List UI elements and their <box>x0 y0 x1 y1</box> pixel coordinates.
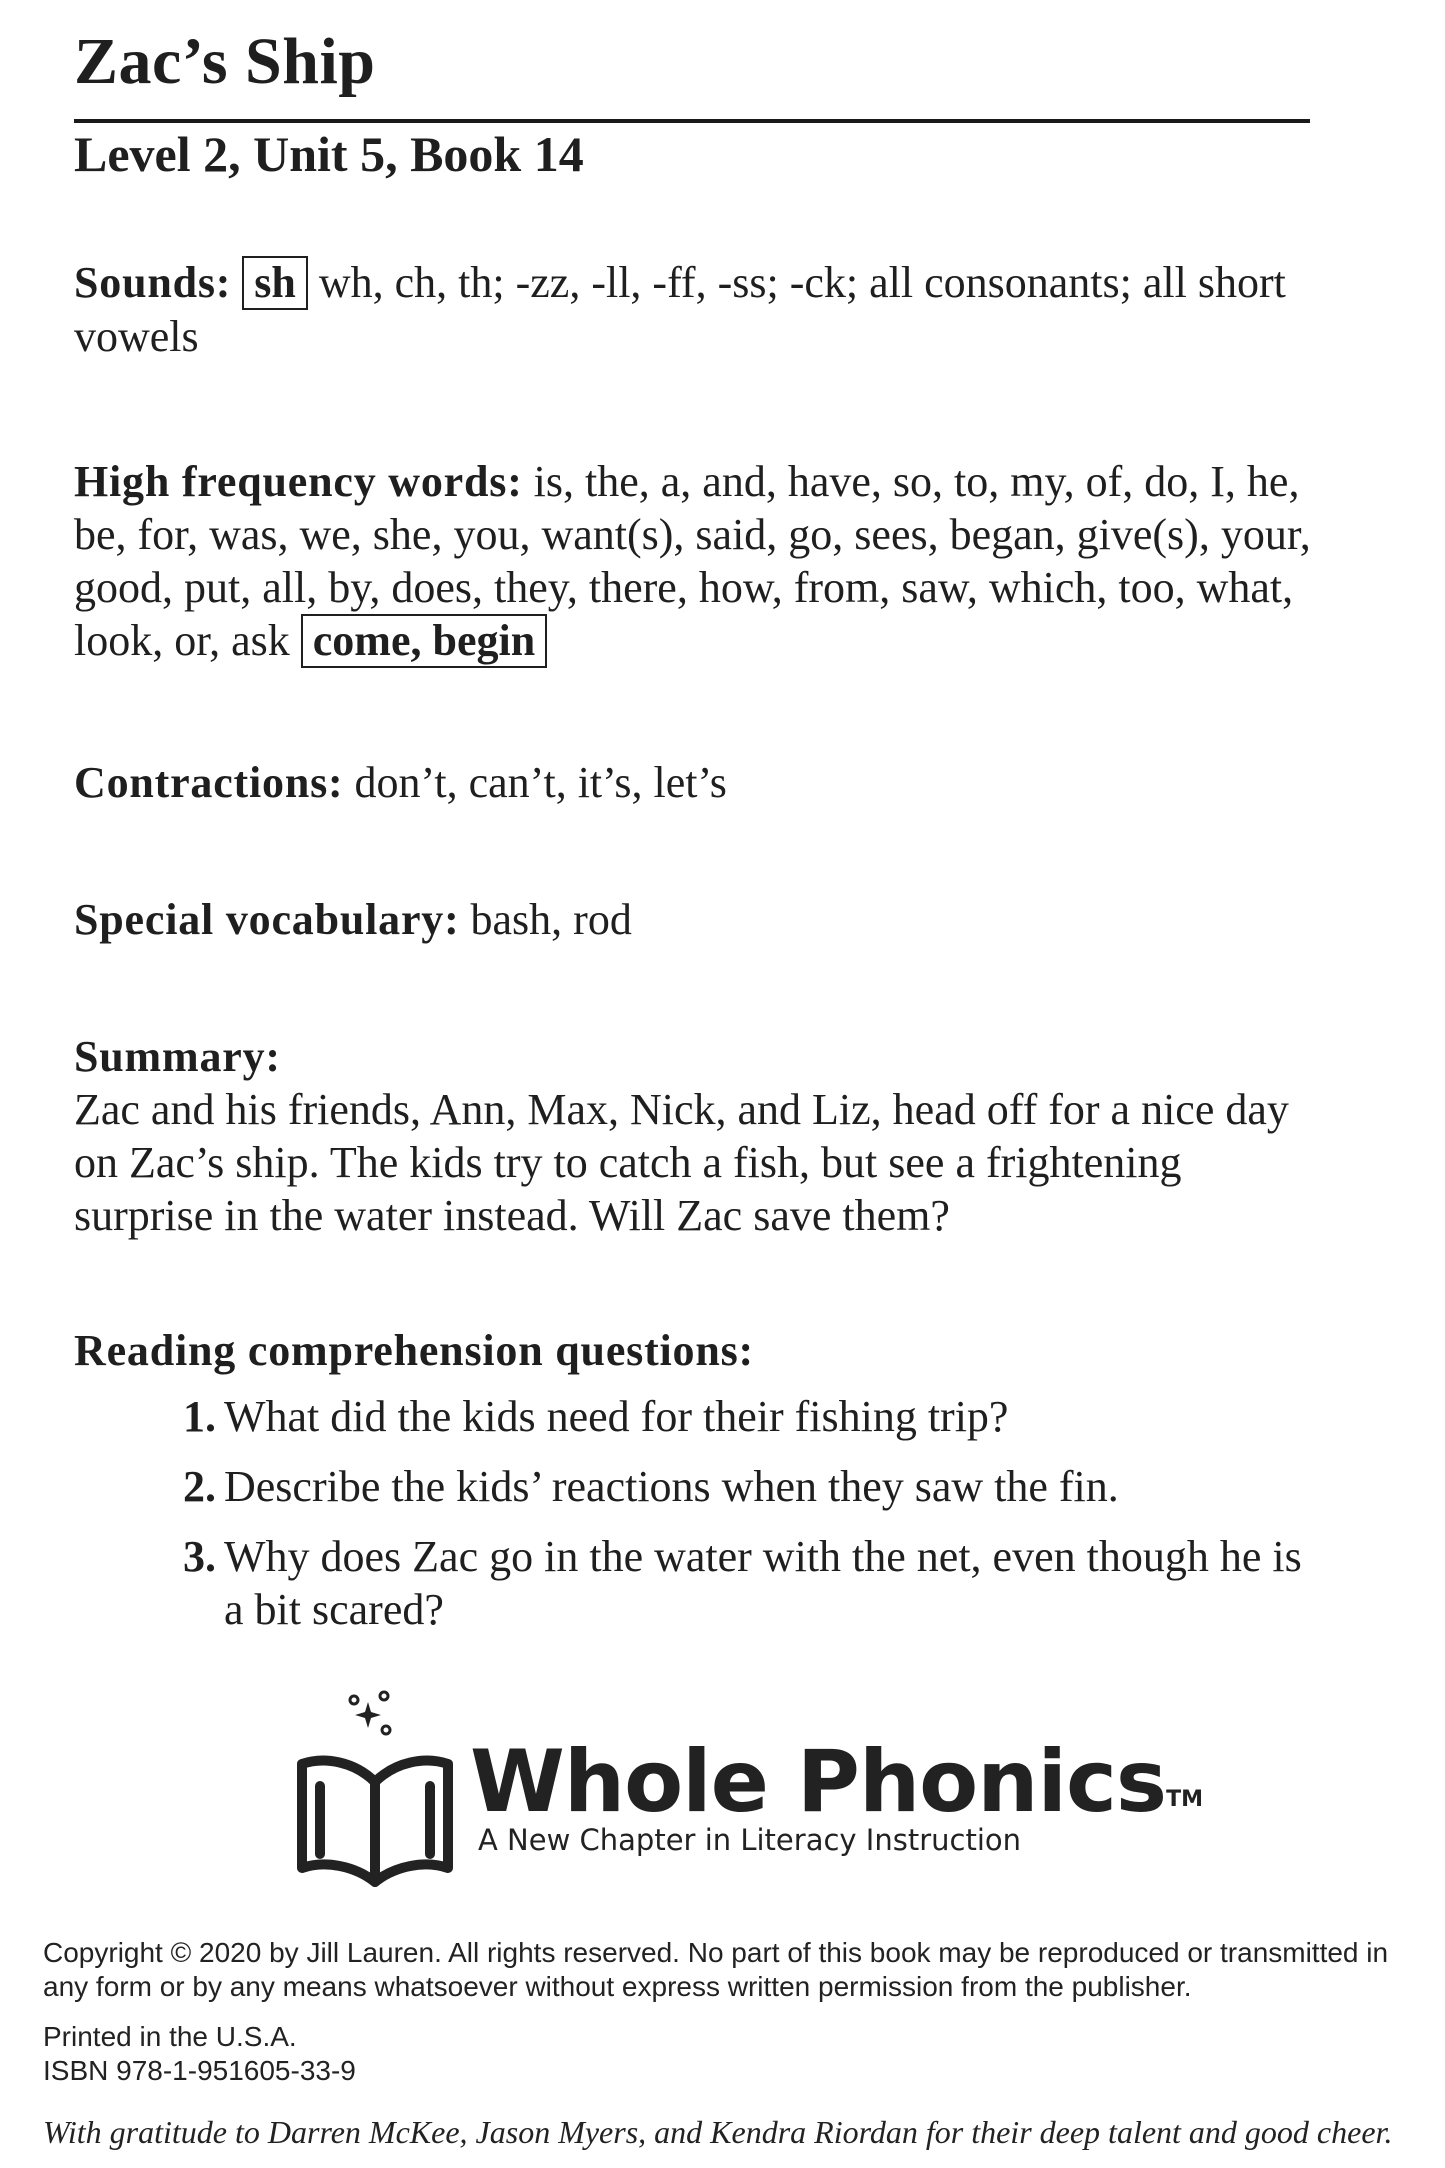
question-text: Why does Zac go in the water with the net, even though he is a bit scared? <box>224 1532 1302 1634</box>
high-frequency-section <box>74 455 1314 668</box>
summary-label: Summary: <box>74 1032 281 1081</box>
question-number: 3. <box>183 1532 216 1581</box>
special-vocabulary-text: bash, rod <box>459 895 632 944</box>
page-title: Zac’s Ship <box>74 25 376 98</box>
copyright-notice: Copyright © 2020 by Jill Lauren. All rights reserved. No part of this book may be reproduced or transmitted in any form or by any means whatsoever without express written permission from the publisher. <box>43 1937 1389 2002</box>
summary-text: Zac and his friends, Ann, Max, Nick, and Liz, head off for a nice day on Zac’s ship. The kids try to catch a fish, but see a frightening surprise in the water instead. Will Zac save them? <box>74 1085 1289 1240</box>
sounds-section <box>74 256 1314 363</box>
printed-location: Printed in the U.S.A. <box>43 2021 297 2052</box>
question-item <box>74 1530 1314 1636</box>
isbn: ISBN 978-1-951605-33-9 <box>43 2055 356 2086</box>
contractions-section <box>74 756 1314 809</box>
questions-list <box>74 1390 1314 1653</box>
brand-name-text: Whole Phonics <box>470 1732 1167 1832</box>
question-text: Describe the kids’ reactions when they saw the fin. <box>224 1462 1119 1511</box>
special-vocabulary-section <box>74 893 1314 946</box>
question-text: What did the kids need for their fishing trip? <box>224 1392 1009 1441</box>
questions-heading: Reading comprehension questions: <box>74 1326 754 1375</box>
contractions-label: Contractions: <box>74 758 344 807</box>
question-number: 1. <box>183 1392 216 1441</box>
question-item <box>74 1460 1314 1513</box>
sounds-label: Sounds: <box>74 258 232 307</box>
acknowledgement: With gratitude to Darren McKee, Jason Myers, and Kendra Riordan for their deep talent and good cheer. <box>43 2114 1393 2150</box>
question-item <box>74 1390 1314 1443</box>
brand-tagline: A New Chapter in Literacy Instruction <box>478 1823 1021 1857</box>
sounds-text: wh, ch, th; -zz, -ll, -ff, -ss; -ck; all consonants; all short vowels <box>74 258 1286 361</box>
high-frequency-new-words-box: come, begin <box>301 614 547 668</box>
book-level: Level 2, Unit 5, Book 14 <box>74 126 584 182</box>
question-number: 2. <box>183 1462 216 1511</box>
brand-name <box>470 1732 1203 1832</box>
open-book-sparkle-icon <box>290 1690 460 1890</box>
contractions-text: don’t, can’t, it’s, let’s <box>343 758 727 807</box>
high-frequency-text: is, the, a, and, have, so, to, my, of, do, I, he, be, for, was, we, she, you, want(s), said, go, sees, began, give(s), your, good, put, all, by, does, they, there, how, from, saw, which, too, what, look, or, ask <box>74 457 1311 665</box>
sounds-focus-box: sh <box>242 256 308 310</box>
high-frequency-label: High frequency words: <box>74 457 523 506</box>
summary-section <box>74 1030 1314 1242</box>
trademark-mark: TM <box>1166 1787 1204 1812</box>
special-vocabulary-label: Special vocabulary: <box>74 895 460 944</box>
